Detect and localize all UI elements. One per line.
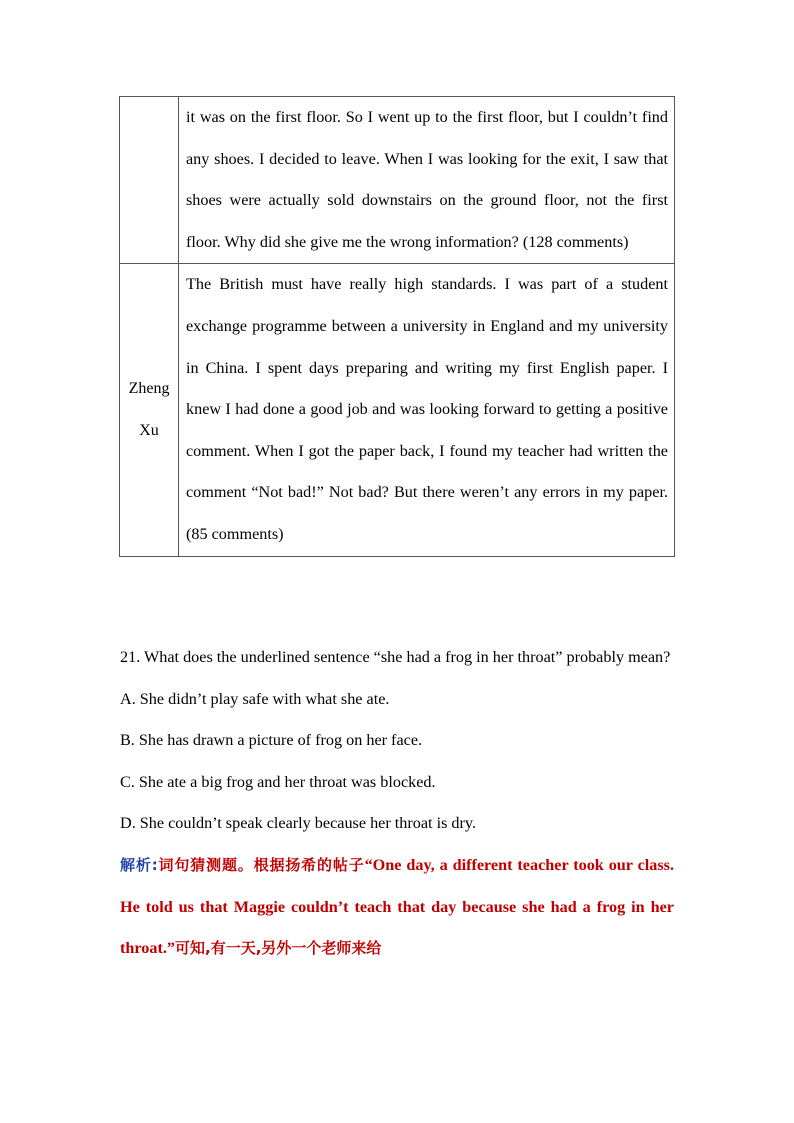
analysis-quote: “One day, a different teacher took our class. He told us that Maggie couldn’t teach that day because she had a frog in her throat.” (120, 855, 675, 958)
post-content-cell (179, 264, 675, 556)
analysis-paragraph (120, 845, 674, 970)
post-text: it was on the first floor. So I went up to the first floor, but I couldn’t find any shoes. I decided to leave. When I was looking for the exit, I saw that shoes were actually sold downstairs on the ground floor, not the first floor. Why did she give me the wrong information? (128 comments) (186, 108, 668, 251)
post-text: The British must have really high standards. I was part of a student exchange programme between a university in England and my university in China. I spent days preparing and writing my first English paper. I knew I had done a good job and was looking forward to getting a positive comment. When I got the paper back, I found my teacher had written the comment “Not bad!” Not bad? But there weren’t any errors in my paper. (85 comments) (186, 275, 668, 543)
table-row (120, 97, 675, 264)
poster-name-line: Xu (139, 421, 159, 439)
poster-name-line: Zheng (128, 380, 170, 398)
analysis-text-cn: 词句猜测题。根据扬希的帖子 (157, 855, 365, 874)
post-content-cell (179, 97, 675, 264)
forum-posts-table (119, 96, 675, 557)
option-d: D. She couldn’t speak clearly because her throat is dry. (120, 814, 477, 833)
poster-name-cell (120, 97, 179, 264)
option-c: C. She ate a big frog and her throat was blocked. (120, 772, 436, 791)
question-stem: 21. What does the underlined sentence “she had a frog in her throat” probably mean? (120, 648, 671, 666)
question-block (120, 637, 674, 970)
analysis-label: 解析: (120, 855, 158, 874)
poster-name-cell (120, 264, 179, 556)
analysis-text-cn-continued: 可知,有一天,另外一个老师来给 (175, 939, 382, 958)
option-a: A. She didn’t play safe with what she ate. (120, 689, 390, 708)
table-row (120, 264, 675, 556)
option-b: B. She has drawn a picture of frog on her face. (120, 731, 423, 750)
